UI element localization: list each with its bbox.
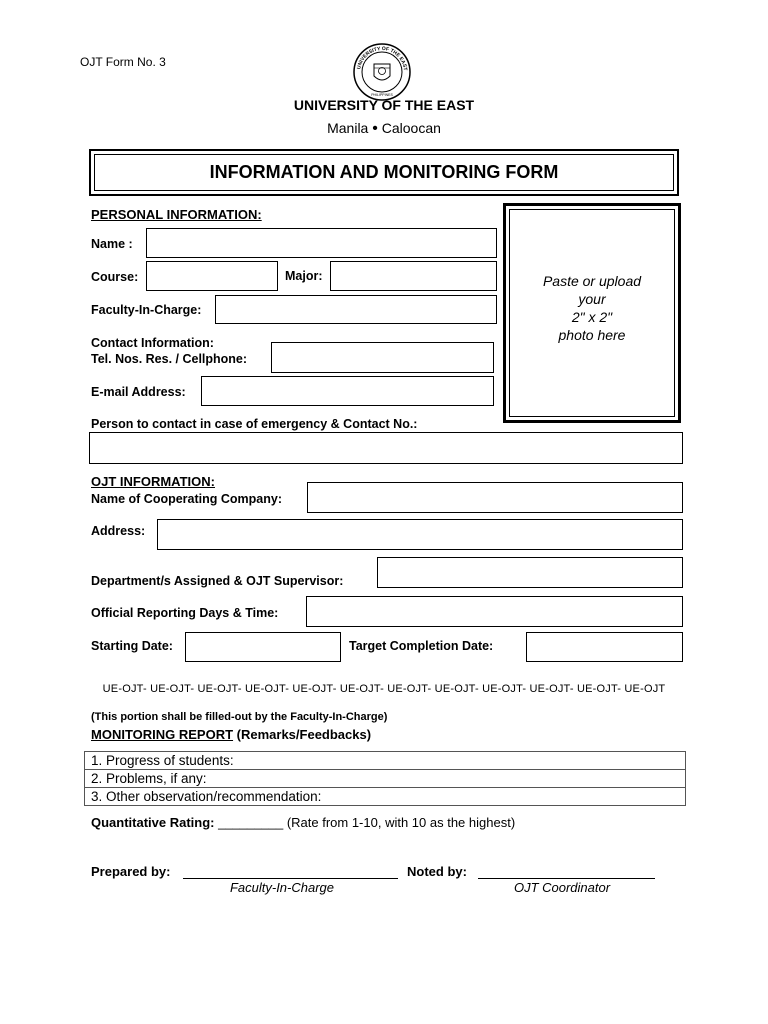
prepared-by-label: Prepared by: (91, 864, 171, 879)
separator-line: UE-OJT- UE-OJT- UE-OJT- UE-OJT- UE-OJT- UE-OJT- UE-OJT- UE-OJT- UE-OJT- UE-OJT- UE-OJT- UE-OJT (102, 683, 666, 695)
reporting-field[interactable] (306, 596, 683, 627)
monitoring-item[interactable]: 1. Progress of students: (85, 752, 685, 770)
campus-line (0, 120, 768, 138)
faculty-field[interactable] (215, 295, 497, 324)
prepared-by-line[interactable] (183, 878, 398, 879)
major-label: Major: (285, 269, 323, 283)
noted-by-role: OJT Coordinator (513, 880, 611, 895)
noted-by-label: Noted by: (407, 864, 467, 879)
photo-box[interactable] (503, 203, 681, 423)
contact-info-label: Contact Information: (91, 336, 214, 350)
address-field[interactable] (157, 519, 683, 550)
course-label: Course: (91, 270, 139, 284)
prepared-by-role: Faculty-In-Charge (229, 880, 335, 895)
completion-date-label: Target Completion Date: (349, 639, 494, 653)
major-field[interactable] (330, 261, 497, 291)
name-field[interactable] (146, 228, 497, 258)
form-title: INFORMATION AND MONITORING FORM (94, 154, 674, 191)
seal-subtext: PHILIPPINES (371, 93, 393, 97)
rating-line (91, 815, 515, 830)
tel-field[interactable] (271, 342, 494, 373)
department-label: Department/s Assigned & OJT Supervisor: (91, 574, 344, 588)
address-label: Address: (91, 524, 146, 538)
emergency-field[interactable] (89, 432, 683, 464)
university-seal-logo (352, 42, 412, 102)
course-field[interactable] (146, 261, 278, 291)
faculty-note: (This portion shall be filled-out by the Faculty-In-Charge) (91, 711, 388, 723)
monitoring-item[interactable]: 3. Other observation/recommendation: (91, 789, 322, 804)
monitoring-heading (91, 727, 371, 742)
faculty-label: Faculty-In-Charge: (91, 303, 202, 317)
seal-text: UNIVERSITY OF THE EAST (356, 45, 408, 71)
noted-by-line[interactable] (478, 878, 655, 879)
photo-text-2: your (578, 291, 606, 307)
monitoring-heading-title: MONITORING REPORT (91, 727, 234, 742)
photo-inner-frame (509, 209, 675, 417)
department-field[interactable] (377, 557, 683, 588)
photo-text-4: photo here (558, 327, 626, 343)
email-field[interactable] (201, 376, 494, 406)
email-label: E-mail Address: (91, 385, 186, 399)
form-number: OJT Form No. 3 (80, 55, 166, 69)
tel-label: Tel. Nos. Res. / Cellphone: (91, 352, 248, 366)
monitoring-table (84, 751, 686, 806)
start-date-field[interactable] (185, 632, 341, 662)
bullet-icon: • (372, 120, 378, 137)
reporting-label: Official Reporting Days & Time: (91, 606, 279, 620)
rating-hint: (Rate from 1-10, with 10 as the highest) (286, 815, 516, 830)
campus-caloocan: Caloocan (381, 120, 441, 136)
personal-info-heading: PERSONAL INFORMATION: (91, 207, 262, 222)
start-date-label: Starting Date: (91, 639, 173, 653)
company-field[interactable] (307, 482, 683, 513)
photo-text-3: 2" x 2" (571, 309, 613, 325)
completion-date-field[interactable] (526, 632, 683, 662)
photo-text-1: Paste or upload (542, 273, 642, 289)
form-title-box (89, 149, 679, 196)
university-name: UNIVERSITY OF THE EAST (293, 97, 475, 113)
emergency-label: Person to contact in case of emergency & Contact No.: (91, 417, 418, 431)
campus-manila: Manila (327, 120, 369, 136)
rating-blank[interactable]: _________ (214, 815, 287, 830)
name-label: Name : (91, 237, 133, 251)
rating-label: Quantitative Rating: (91, 815, 215, 830)
company-label: Name of Cooperating Company: (91, 492, 282, 506)
monitoring-item[interactable]: 2. Problems, if any: (85, 770, 685, 788)
ojt-info-heading: OJT INFORMATION: (91, 474, 215, 489)
monitoring-heading-suffix: (Remarks/Feedbacks) (233, 727, 372, 742)
